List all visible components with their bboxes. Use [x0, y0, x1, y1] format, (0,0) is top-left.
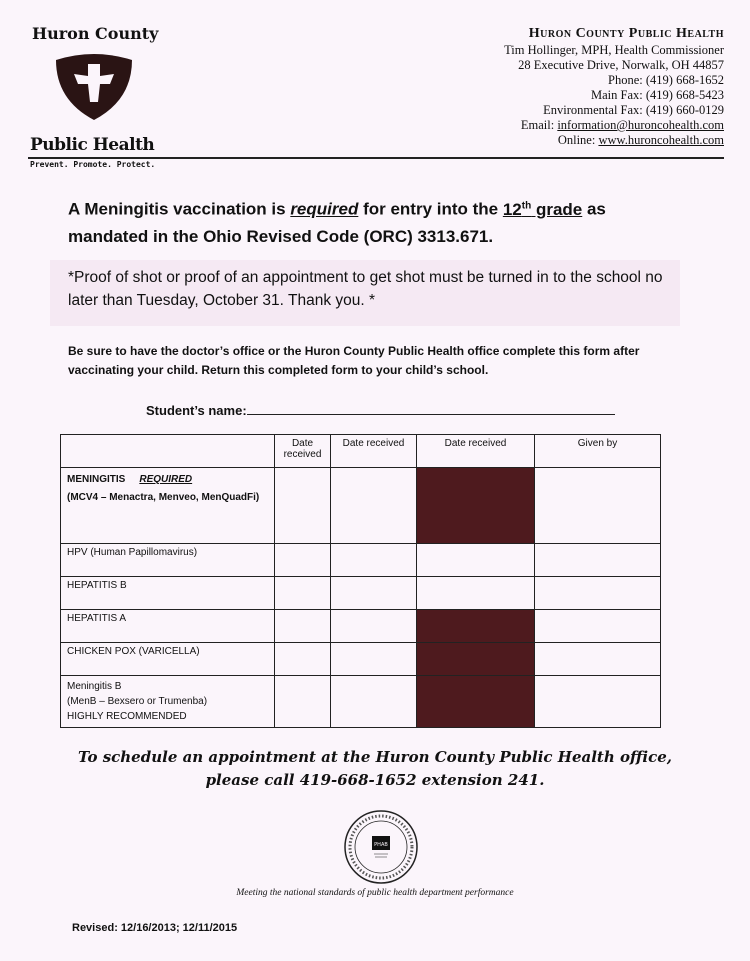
public-health-wordmark: Public Health: [30, 135, 155, 155]
meningitis-required: REQUIRED: [139, 474, 193, 485]
given-by-cell[interactable]: [535, 610, 661, 643]
notice-text: *Proof of shot or proof of an appointment to get shot must be turned in to the school no later than Tuesday, October 31. Thank you. *: [68, 269, 663, 309]
date-cell[interactable]: [331, 468, 417, 544]
date-cell[interactable]: [331, 577, 417, 610]
instructions: Be sure to have the doctor’s office or the Huron County Public Health office complete this form after vaccinating your child. Return this completed form to your child’s school.: [68, 344, 640, 377]
header-given-by: Given by: [535, 435, 661, 468]
given-by-cell[interactable]: [535, 544, 661, 577]
header-vaccine: [61, 435, 275, 468]
requirement-headline: [68, 192, 688, 250]
seal-center-text: PHAB: [374, 842, 388, 848]
env-fax-line: Environmental Fax: (419) 660-0129: [543, 103, 724, 117]
schedule-line1: To schedule an appointment at the Huron County Public Health office,: [78, 748, 672, 766]
header-divider: [28, 157, 724, 159]
table-row: [61, 676, 661, 728]
blocked-cell: [417, 643, 535, 676]
vaccine-meningitis-b: [61, 676, 275, 728]
address-line: 28 Executive Drive, Norwalk, OH 44857: [518, 58, 724, 72]
accreditation-seal-icon: [342, 808, 420, 886]
headline-required: required: [290, 199, 359, 219]
phone-line: Phone: (419) 668-1652: [608, 73, 724, 87]
revised-date: Revised: 12/16/2013; 12/11/2015: [72, 922, 238, 934]
given-by-cell[interactable]: [535, 643, 661, 676]
headline-part3: as mandated in the Ohio Revised Code (ORC) 3313.671.: [68, 199, 606, 246]
table-row: [61, 577, 661, 610]
vaccination-table: [60, 434, 661, 728]
table-row: [61, 610, 661, 643]
date-cell[interactable]: [331, 610, 417, 643]
meningitis-detail: (MCV4 – Menactra, Menveo, MenQuadFi): [67, 492, 260, 503]
student-name-field[interactable]: [247, 414, 615, 415]
date-cell[interactable]: [275, 544, 331, 577]
date-cell[interactable]: [417, 577, 535, 610]
blocked-cell: [417, 468, 535, 544]
header-date-1: Date received: [275, 435, 331, 468]
email-label: Email:: [520, 118, 555, 132]
email-line: [504, 118, 724, 133]
given-by-cell[interactable]: [535, 676, 661, 728]
schedule-line2: please call 419-668-1652 extension 241.: [205, 771, 545, 789]
headline-part2: for entry into the: [358, 199, 503, 219]
table-row: [61, 468, 661, 544]
standards-caption: Meeting the national standards of public health department performance: [236, 888, 514, 898]
headline-part1: A Meningitis vaccination is: [68, 199, 291, 219]
menb-line3: HIGHLY RECOMMENDED: [67, 711, 187, 722]
date-cell[interactable]: [275, 468, 331, 544]
table-row: [61, 544, 661, 577]
vaccine-hepatitis-b: HEPATITIS B: [61, 577, 275, 610]
blocked-cell: [417, 676, 535, 728]
online-line: [504, 133, 724, 148]
email-link[interactable]: information@huroncohealth.com: [557, 118, 724, 132]
header-date-2: Date received: [331, 435, 417, 468]
given-by-cell[interactable]: [535, 577, 661, 610]
given-by-cell[interactable]: [535, 468, 661, 544]
online-label: Online:: [557, 133, 596, 147]
meningitis-name: MENINGITIS: [67, 474, 126, 485]
grade-number: 12: [502, 199, 522, 219]
student-name-label: Student’s name:: [146, 403, 247, 418]
date-cell[interactable]: [275, 577, 331, 610]
table-row: [61, 643, 661, 676]
vaccine-chicken-pox: CHICKEN POX (VARICELLA): [61, 643, 275, 676]
table-header-row: [61, 435, 661, 468]
date-cell[interactable]: [331, 643, 417, 676]
website-link[interactable]: www.huroncohealth.com: [598, 133, 724, 147]
blocked-cell: [417, 610, 535, 643]
org-short-name: Huron County: [32, 24, 159, 43]
shield-logo-icon: [52, 50, 136, 122]
org-title: Huron County Public Health: [528, 26, 724, 41]
commissioner-line: Tim Hollinger, MPH, Health Commissioner: [504, 43, 724, 57]
date-cell[interactable]: [331, 676, 417, 728]
header-date-3: Date received: [417, 435, 535, 468]
grade-word: grade: [531, 199, 583, 219]
vaccine-hepatitis-a: HEPATITIS A: [61, 610, 275, 643]
contact-header: [504, 26, 724, 148]
tagline: Prevent. Promote. Protect.: [30, 160, 158, 169]
vaccine-meningitis: [61, 468, 275, 544]
schedule-note: [0, 746, 750, 792]
menb-line1: Meningitis B: [67, 681, 122, 692]
date-cell[interactable]: [331, 544, 417, 577]
vaccine-hpv: HPV (Human Papillomavirus): [61, 544, 275, 577]
date-cell[interactable]: [275, 643, 331, 676]
date-cell[interactable]: [417, 544, 535, 577]
grade-suffix: th: [521, 200, 532, 211]
main-fax-line: Main Fax: (419) 668-5423: [591, 88, 724, 102]
menb-line2: (MenB – Bexsero or Trumenba): [67, 696, 208, 707]
date-cell[interactable]: [275, 610, 331, 643]
date-cell[interactable]: [275, 676, 331, 728]
